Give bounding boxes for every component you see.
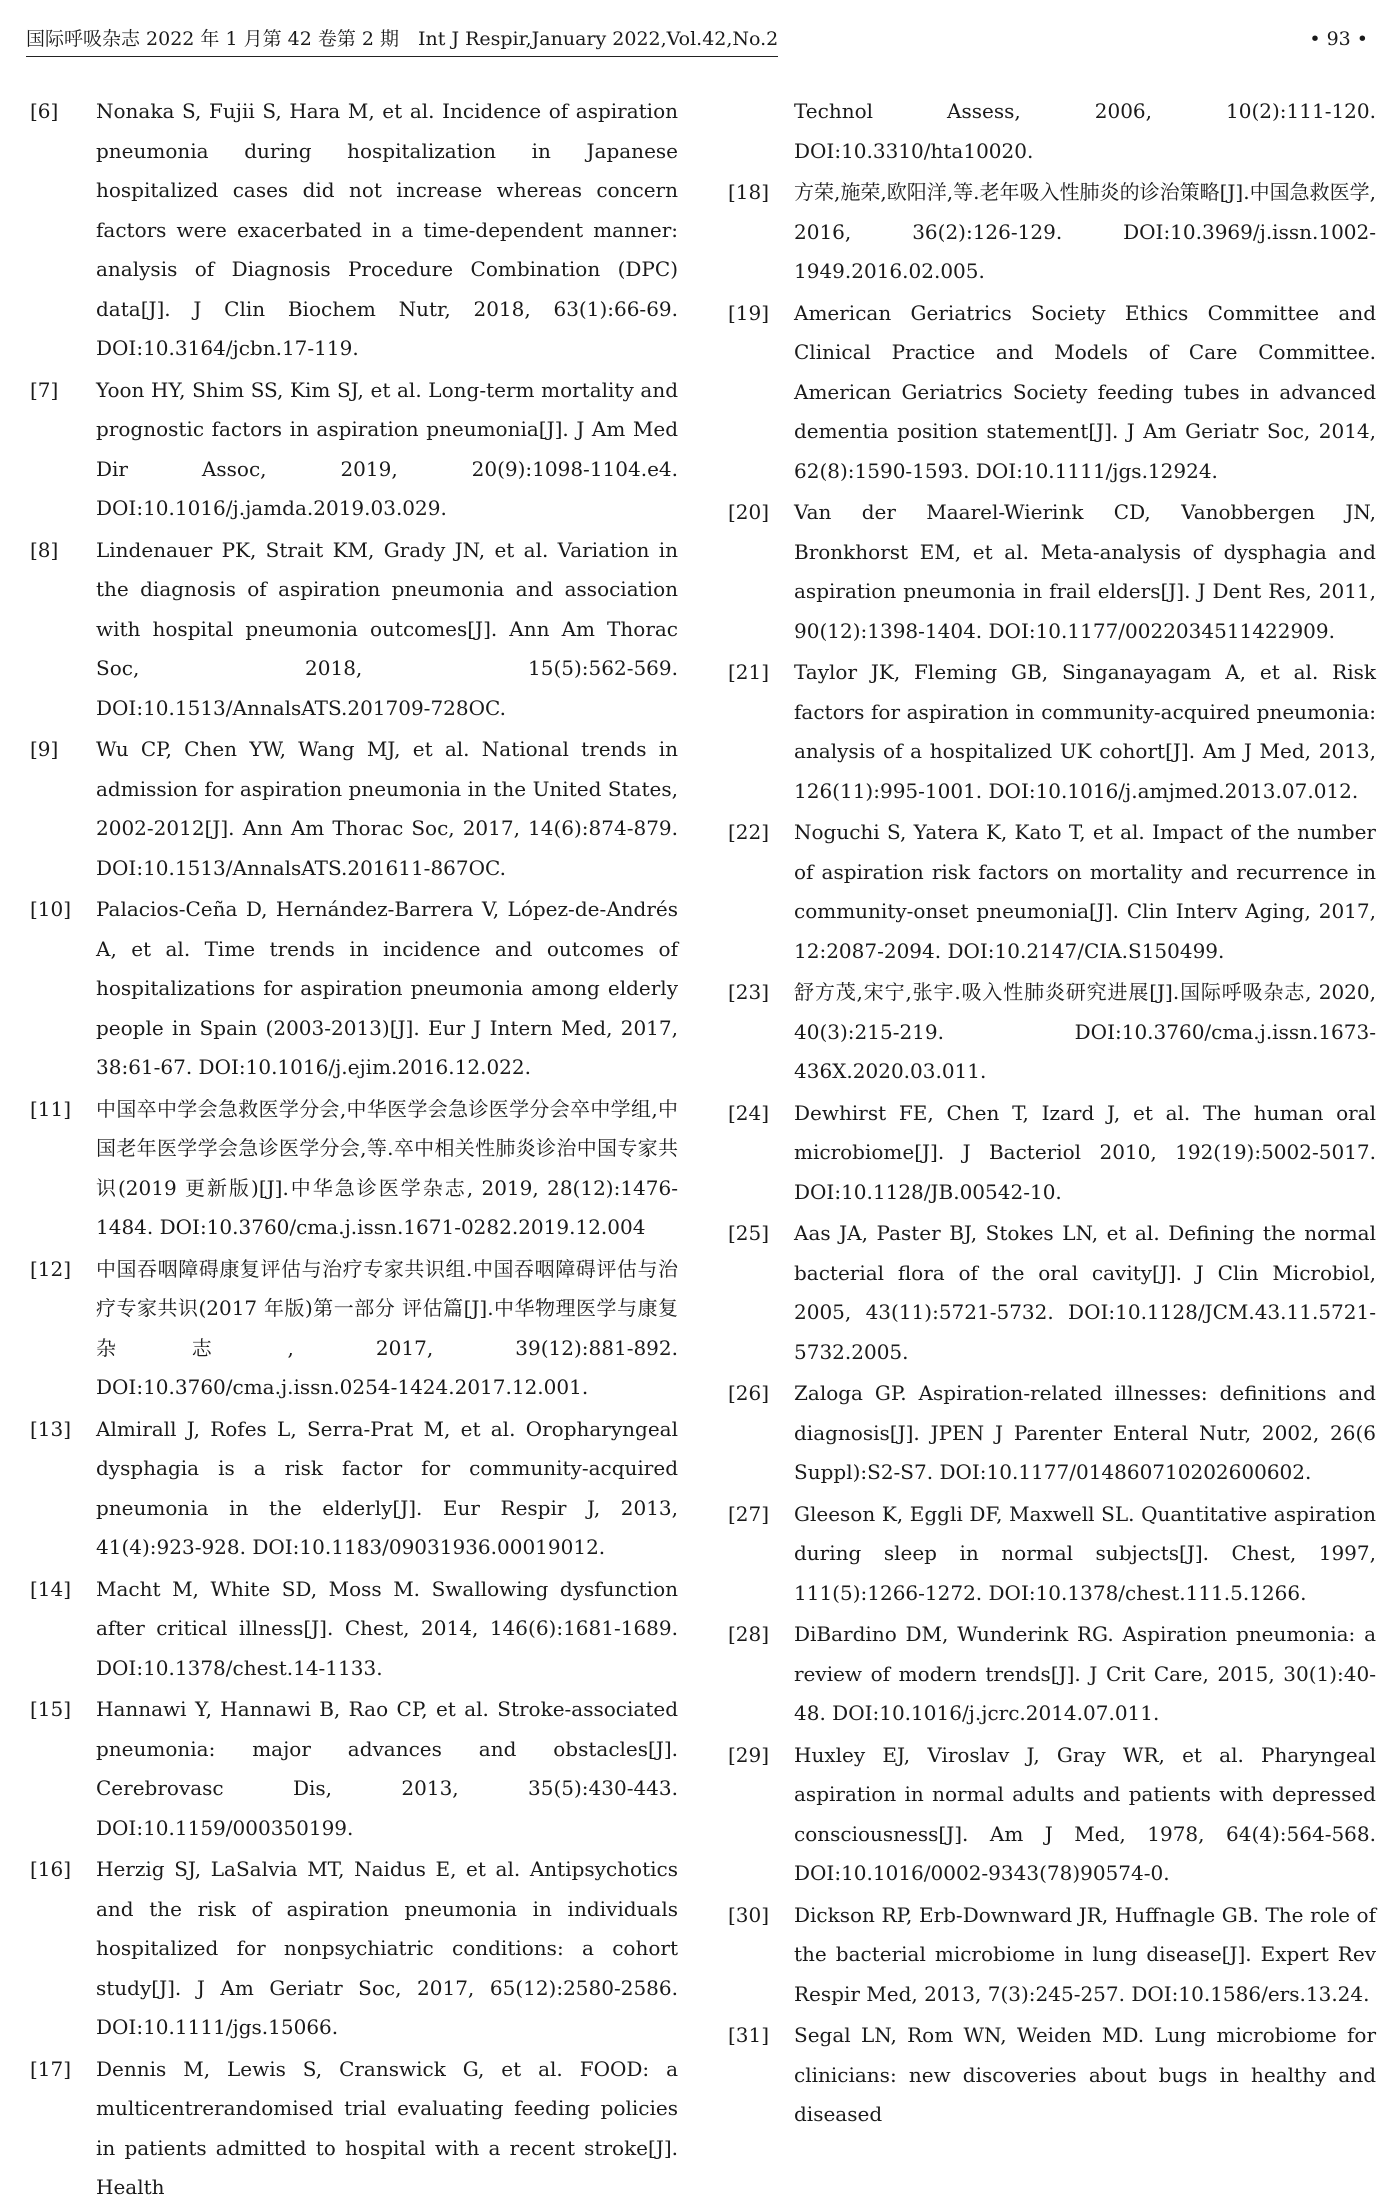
reference-number: [24]	[728, 1100, 770, 1125]
reference-number: [25]	[728, 1221, 770, 1245]
reference-number: [17]	[30, 2056, 72, 2081]
reference-text: Gleeson K, Eggli DF, Maxwell SL. Quantitative aspiration during sleep in normal subjects[J]. Chest, 1997, 111(5):1266-1272. DOI:10.1378/chest.111.5.1266.	[794, 1501, 1376, 1605]
reference-number: [20]	[728, 500, 770, 524]
reference-text: Aas JA, Paster BJ, Stokes LN, et al. Defining the normal bacterial flora of the oral cavity[J]. J Clin Microbiol, 2005, 43(11):5721-5732. DOI:10.1128/JCM.43.11.5721-5732.2005.	[794, 1221, 1376, 1364]
reference-item	[728, 1094, 1376, 1213]
running-header	[26, 24, 1368, 54]
reference-item	[728, 1896, 1376, 2015]
reference-item	[30, 1570, 678, 1689]
reference-text: Huxley EJ, Viroslav J, Gray WR, et al. Pharyngeal aspiration in normal adults and patients with depressed consciousness[J]. Am J Med, 1978, 64(4):564-568. DOI:10.1016/0002-9343(78)90574-0.	[794, 1742, 1376, 1885]
reference-item	[30, 2050, 678, 2208]
reference-number: [10]	[30, 897, 72, 921]
reference-number: [6]	[30, 99, 59, 123]
reference-text: Taylor JK, Fleming GB, Singanayagam A, et al. Risk factors for aspiration in community-acquired pneumonia: analysis of a hospitalized UK cohort[J]. Am J Med, 2013, 126(11):995-1001. DOI:10.1016/j.amjmed.2013.07.012.	[794, 660, 1376, 803]
reference-text: 中国卒中学会急救医学分会,中华医学会急诊医学分会卒中学组,中国老年医学学会急诊医学分会,等.卒中相关性肺炎诊治中国专家共识(2019 更新版)[J].中华急诊医学杂志, 2019, 28(12):1476-1484. DOI:10.3760/cma.j.issn.1671-0282.2019.12.004	[96, 1096, 678, 1239]
reference-item	[728, 973, 1376, 1092]
reference-item	[30, 1410, 678, 1568]
reference-item	[30, 1690, 678, 1848]
reference-item	[728, 1495, 1376, 1614]
reference-text: Macht M, White SD, Moss M. Swallowing dysfunction after critical illness[J]. Chest, 2014, 146(6):1681-1689. DOI:10.1378/chest.14-1133.	[96, 1576, 678, 1680]
reference-number: [16]	[30, 1857, 72, 1881]
reference-number: [23]	[728, 980, 770, 1004]
reference-item	[30, 1250, 678, 1408]
reference-number: [18]	[728, 180, 770, 204]
reference-number: [26]	[728, 1381, 770, 1405]
journal-citation-line: 国际呼吸杂志 2022 年 1 月第 42 卷第 2 期 Int J Respir,January 2022,Vol.42,No.2	[26, 24, 778, 57]
reference-item	[728, 653, 1376, 811]
reference-text: Van der Maarel-Wierink CD, Vanobbergen JN, Bronkhorst EM, et al. Meta-analysis of dysphagia and aspiration pneumonia in frail elders[J]. J Dent Res, 2011, 90(12):1398-1404. DOI:10.1177/0022034511422909.	[794, 500, 1376, 643]
reference-text: Dickson RP, Erb-Downward JR, Huffnagle GB. The role of the bacterial microbiome in lung disease[J]. Expert Rev Respir Med, 2013, 7(3):245-257. DOI:10.1586/ers.13.24.	[794, 1902, 1376, 2006]
reference-column-left	[30, 92, 678, 2208]
reference-item	[728, 1615, 1376, 1734]
reference-text: 舒方茂,宋宁,张宇.吸入性肺炎研究进展[J].国际呼吸杂志, 2020, 40(3):215-219. DOI:10.3760/cma.j.issn.1673-436X.2020.03.011.	[794, 980, 1376, 1083]
reference-text: Lindenauer PK, Strait KM, Grady JN, et al. Variation in the diagnosis of aspiration pneumonia and association with hospital pneumonia outcomes[J]. Ann Am Thorac Soc, 2018, 15(5):562-569. DOI:10.1513/AnnalsATS.201709-728OC.	[96, 537, 678, 720]
reference-text: Herzig SJ, LaSalvia MT, Naidus E, et al. Antipsychotics and the risk of aspiration pneumonia in individuals hospitalized for nonpsychiatric conditions: a cohort study[J]. J Am Geriatr Soc, 2017, 65(12):2580-2586. DOI:10.1111/jgs.15066.	[96, 1857, 678, 2039]
reference-text: Palacios-Ceña D, Hernández-Barrera V, López-de-Andrés A, et al. Time trends in incidence and outcomes of hospitalizations for aspiration pneumonia among elderly people in Spain (2003-2013)[J]. Eur J Intern Med, 2017, 38:61-67. DOI:10.1016/j.ejim.2016.12.022.	[96, 897, 678, 1079]
reference-text: 方荣,施荣,欧阳洋,等.老年吸入性肺炎的诊治策略[J].中国急救医学, 2016, 36(2):126-129. DOI:10.3969/j.issn.1002-1949.2016.02.005.	[794, 180, 1376, 283]
reference-number: [12]	[30, 1256, 72, 1281]
reference-item	[728, 813, 1376, 971]
reference-continuation	[728, 92, 1376, 171]
reference-number: [11]	[30, 1096, 72, 1121]
reference-text: Noguchi S, Yatera K, Kato T, et al. Impact of the number of aspiration risk factors on mortality and recurrence in community-onset pneumonia[J]. Clin Interv Aging, 2017, 12:2087-2094. DOI:10.2147/CIA.S150499.	[794, 820, 1376, 963]
reference-text: Hannawi Y, Hannawi B, Rao CP, et al. Stroke-associated pneumonia: major advances and obstacles[J]. Cerebrovasc Dis, 2013, 35(5):430-443. DOI:10.1159/000350199.	[96, 1697, 678, 1840]
reference-item	[30, 371, 678, 529]
reference-item	[728, 1214, 1376, 1372]
page-number: • 93 •	[1309, 28, 1368, 50]
reference-number: [30]	[728, 1902, 770, 1927]
reference-item	[728, 294, 1376, 492]
reference-item	[30, 1090, 678, 1248]
reference-number: [14]	[30, 1576, 72, 1601]
reference-item	[728, 493, 1376, 651]
reference-text: Segal LN, Rom WN, Weiden MD. Lung microbiome for clinicians: new discoveries about bugs in healthy and diseased	[794, 2023, 1376, 2126]
reference-item	[30, 890, 678, 1088]
reference-text: DiBardino DM, Wunderink RG. Aspiration pneumonia: a review of modern trends[J]. J Crit Care, 2015, 30(1):40-48. DOI:10.1016/j.jcrc.2014.07.011.	[794, 1622, 1376, 1725]
reference-text: Dennis M, Lewis S, Cranswick G, et al. FOOD: a multicentrerandomised trial evaluating feeding policies in patients admitted to hospital with a recent stroke[J]. Health	[96, 2056, 678, 2199]
reference-number: [9]	[30, 737, 59, 761]
reference-item	[30, 531, 678, 729]
reference-number: [13]	[30, 1416, 72, 1441]
reference-number: [27]	[728, 1501, 770, 1526]
reference-column-right	[728, 92, 1376, 2135]
reference-number: [21]	[728, 660, 770, 684]
reference-text: Dewhirst FE, Chen T, Izard J, et al. The human oral microbiome[J]. J Bacteriol 2010, 192(19):5002-5017. DOI:10.1128/JB.00542-10.	[794, 1100, 1376, 1204]
reference-text: Yoon HY, Shim SS, Kim SJ, et al. Long-term mortality and prognostic factors in aspiration pneumonia[J]. J Am Med Dir Assoc, 2019, 20(9):1098-1104.e4. DOI:10.1016/j.jamda.2019.03.029.	[96, 377, 678, 520]
reference-item	[728, 1736, 1376, 1894]
reference-number: [8]	[30, 537, 59, 562]
reference-text: Zaloga GP. Aspiration-related illnesses: definitions and diagnosis[J]. JPEN J Parenter Enteral Nutr, 2002, 26(6 Suppl):S2-S7. DOI:10.1177/014860710202600602.	[794, 1381, 1376, 1484]
reference-number: [29]	[728, 1742, 770, 1767]
reference-number: [19]	[728, 300, 770, 325]
reference-text: American Geriatrics Society Ethics Committee and Clinical Practice and Models of Care Committee. American Geriatrics Society feeding tubes in advanced dementia position statement[J]. J Am Geriatr Soc, 2014, 62(8):1590-1593. DOI:10.1111/jgs.12924.	[794, 300, 1376, 483]
reference-item	[30, 92, 678, 369]
reference-text: 中国吞咽障碍康复评估与治疗专家共识组.中国吞咽障碍评估与治疗专家共识(2017 年版)第一部分 评估篇[J].中华物理医学与康复杂志, 2017, 39(12):881-892. DOI:10.3760/cma.j.issn.0254-1424.2017.12.001.	[96, 1256, 678, 1399]
reference-item	[728, 2016, 1376, 2135]
reference-number: [31]	[728, 2023, 770, 2047]
reference-item	[30, 1850, 678, 2048]
reference-number: [28]	[728, 1622, 770, 1646]
reference-item	[728, 173, 1376, 292]
reference-number: [22]	[728, 820, 770, 844]
reference-number: [15]	[30, 1697, 72, 1721]
reference-text: Technol Assess, 2006, 10(2):111-120. DOI:10.3310/hta10020.	[794, 99, 1376, 163]
reference-text: Nonaka S, Fujii S, Hara M, et al. Incidence of aspiration pneumonia during hospitalization in Japanese hospitalized cases did not increase whereas concern factors were exacerbated in a time-dependent manner: analysis of Diagnosis Procedure Combination (DPC) data[J]. J Clin Biochem Nutr, 2018, 63(1):66-69. DOI:10.3164/jcbn.17-119.	[96, 99, 678, 360]
reference-item	[728, 1374, 1376, 1493]
reference-text: Almirall J, Rofes L, Serra-Prat M, et al. Oropharyngeal dysphagia is a risk factor for community-acquired pneumonia in the elderly[J]. Eur Respir J, 2013, 41(4):923-928. DOI:10.1183/09031936.00019012.	[96, 1416, 678, 1559]
reference-number: [7]	[30, 377, 59, 402]
reference-item	[30, 730, 678, 888]
reference-text: Wu CP, Chen YW, Wang MJ, et al. National trends in admission for aspiration pneumonia in the United States, 2002-2012[J]. Ann Am Thorac Soc, 2017, 14(6):874-879. DOI:10.1513/AnnalsATS.201611-867OC.	[96, 737, 678, 880]
